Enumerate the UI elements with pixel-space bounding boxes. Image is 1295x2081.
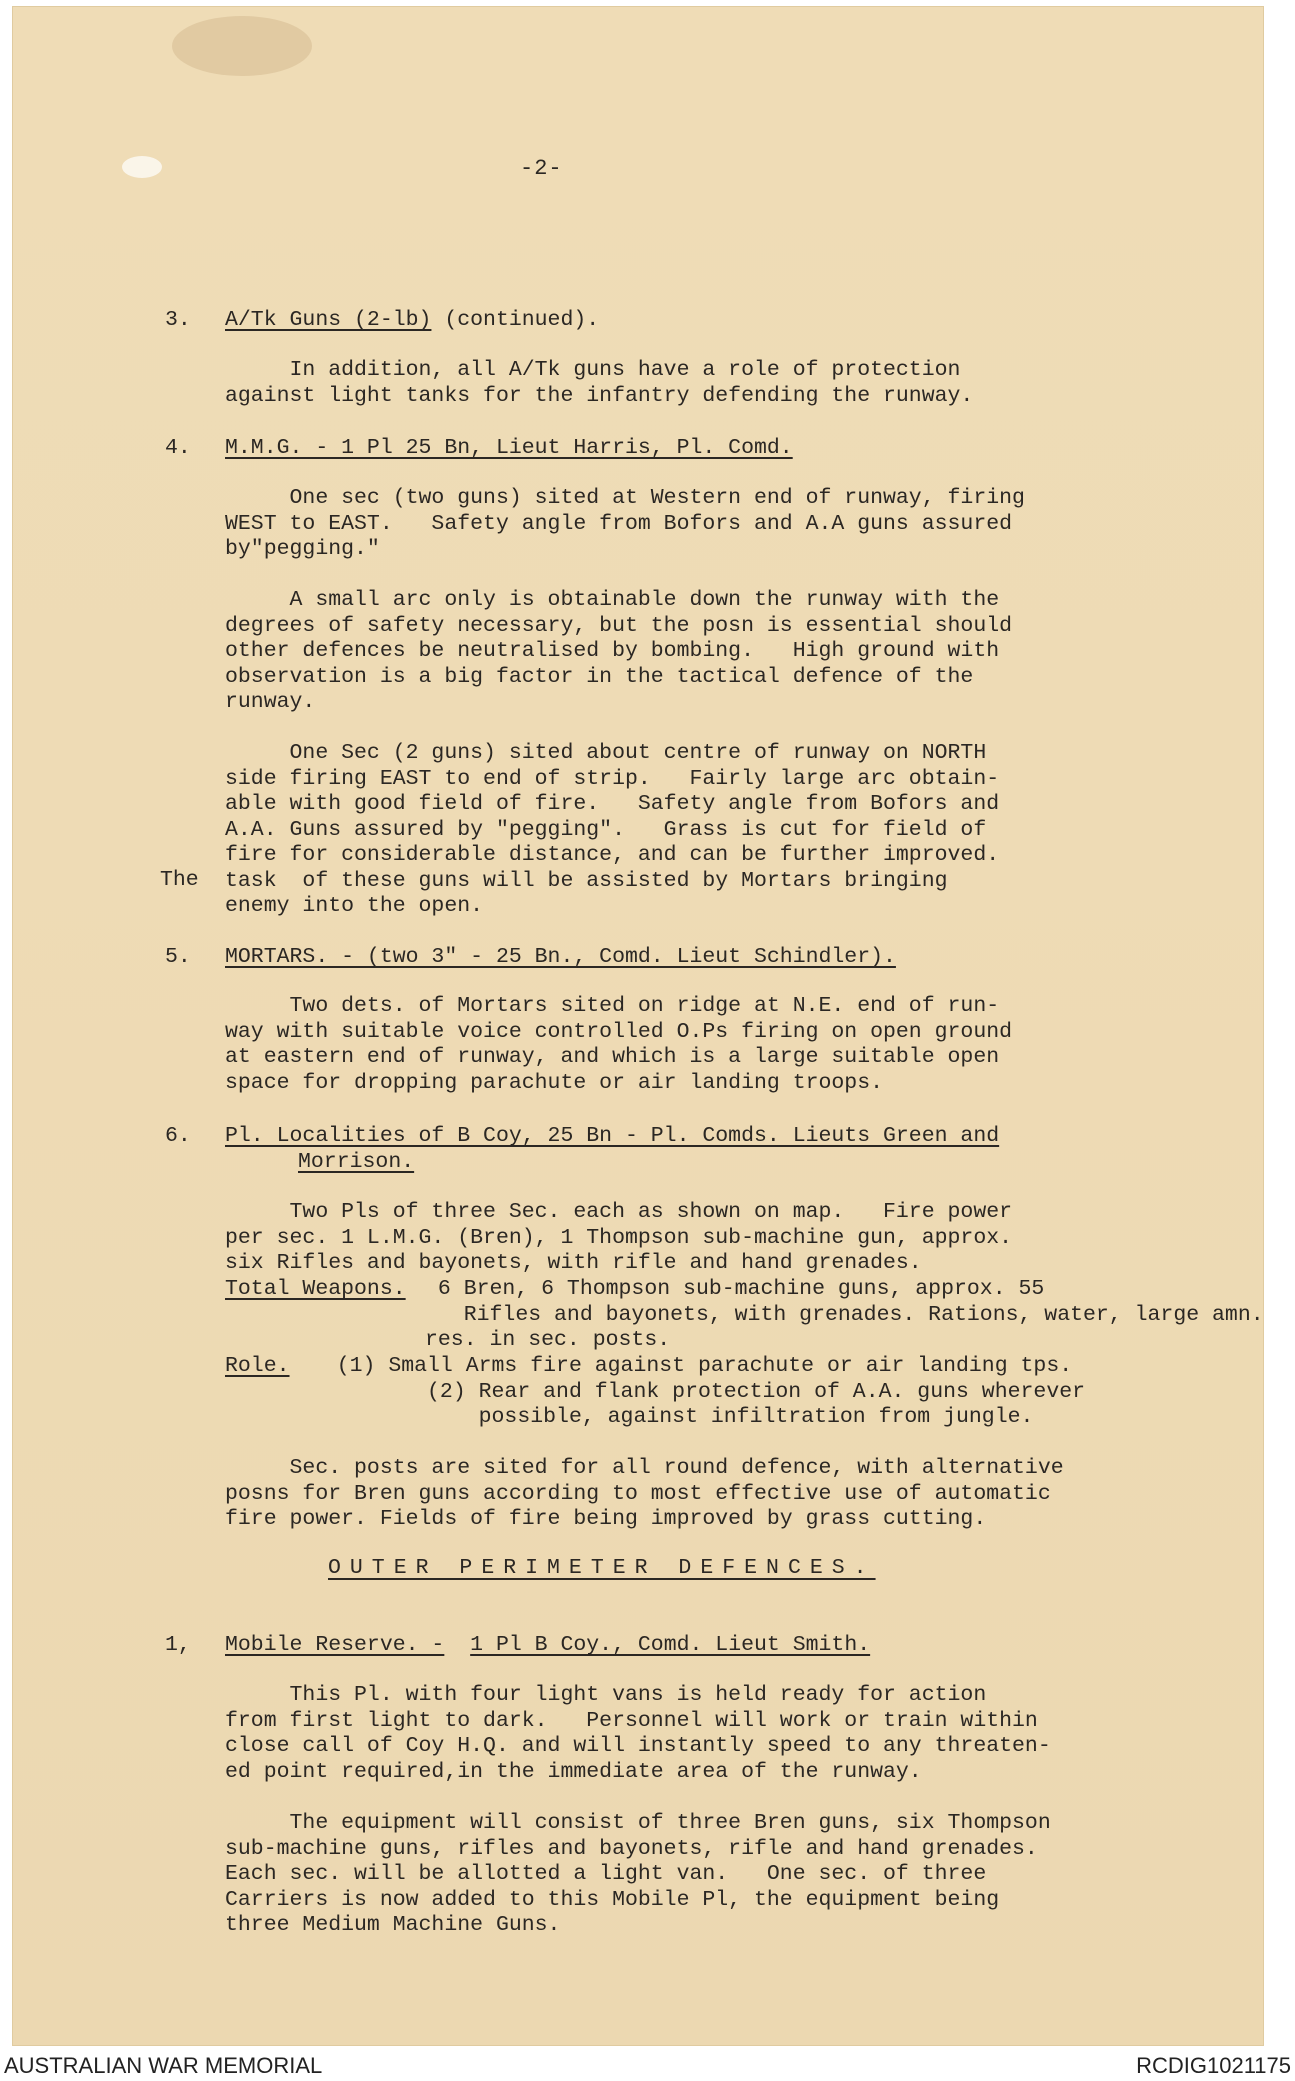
paragraph: Two dets. of Mortars sited on ridge at N.E. end of run- way with suitable voice controlled O.Ps firing on open ground at eastern end of runway, and which is a large suitable open space for dropping parachute or air landing troops. xyxy=(225,994,1013,1095)
section-number: 4. xyxy=(165,436,191,460)
paragraph: The equipment will consist of three Bren guns, six Thompson sub-machine guns, rifles and bayonets, rifle and hand grenades. Each sec. will be allotted a light van. One sec. of three Carriers is now added to this Mobile Pl, the equipment being three Medium Machine Guns. xyxy=(225,1811,1051,1937)
paragraph: This Pl. with four light vans is held ready for action from first light to dark. Personnel will work or train within close call of Coy H.Q. and will instantly speed to any threaten- ed point required,in the immediate area of the runway. xyxy=(225,1683,1051,1784)
section-number: 5. xyxy=(165,945,191,969)
total-weapons-label: Total Weapons. xyxy=(225,1277,406,1301)
outer-perimeter-heading: OUTER PERIMETER DEFENCES. xyxy=(328,1556,876,1580)
section-heading: A/Tk Guns (2-lb) (continued). xyxy=(225,308,600,332)
section-number: 3. xyxy=(165,308,191,332)
paragraph: Sec. posts are sited for all round defence, with alternative posns for Bren guns according to most effective use of automatic fire power. Fields of fire being improved by grass cutting. xyxy=(225,1456,1064,1531)
section-number: 1, xyxy=(165,1633,191,1657)
paragraph: One sec (two guns) sited at Western end of runway, firing WEST to EAST. Safety angle from Bofors and A.A guns assured by"pegging." xyxy=(225,486,1025,561)
section-heading-continued: Morrison. xyxy=(298,1150,415,1174)
role-list: (1) Small Arms fire against parachute or air landing tps. (2) Rear and flank protection of A.A. guns wherever possible, against infiltration from jungle. xyxy=(336,1354,1086,1429)
section-heading: Pl. Localities of B Coy, 25 Bn - Pl. Comds. Lieuts Green and xyxy=(225,1124,1000,1148)
section-heading: MORTARS. - (two 3" - 25 Bn., Comd. Lieut Schindler). xyxy=(225,945,896,969)
paragraph: Two Pls of three Sec. each as shown on map. Fire power per sec. 1 L.M.G. (Bren), 1 Thompson sub-machine gun, approx. six Rifles and bayonets, with rifle and hand grenades. xyxy=(225,1200,1013,1275)
archive-footer xyxy=(0,2048,1295,2081)
stain-mark xyxy=(172,16,312,76)
paragraph: A small arc only is obtainable down the runway with the degrees of safety necessary, but the posn is essential should other defences be neutralised by bombing. High ground with observation is a big factor in the tactical defence of the runway. xyxy=(225,588,1013,714)
section-heading: M.M.G. - 1 Pl 25 Bn, Lieut Harris, Pl. Comd. xyxy=(225,436,793,460)
stain-mark xyxy=(122,156,162,178)
page-number: -2- xyxy=(520,156,563,181)
footer-id: RCDIG1021175 xyxy=(1136,2053,1291,2078)
footer-source: AUSTRALIAN WAR MEMORIAL xyxy=(4,2053,323,2078)
paragraph: 6 Bren, 6 Thompson sub-machine guns, approx. 55 Rifles and bayonets, with grenades. Rations, water, large amn. res. in sec. posts. xyxy=(425,1277,1264,1352)
section-number: 6. xyxy=(165,1124,191,1148)
paragraph: In addition, all A/Tk guns have a role of protection against light tanks for the infantry defending the runway. xyxy=(225,358,974,408)
paragraph: One Sec (2 guns) sited about centre of runway on NORTH side firing EAST to end of strip. Fairly large arc obtain- able with good field of fire. Safety angle from Bofors and A.A. Guns assured by "pegging". Grass is cut for field of fire for considerable distance, and can be further improved. task of these guns will be assisted by Mortars bringing enemy into the open. xyxy=(225,741,1000,918)
section-heading: Mobile Reserve. - 1 Pl B Coy., Comd. Lieut Smith. xyxy=(225,1633,871,1657)
margin-note: The xyxy=(160,868,199,892)
role-label: Role. xyxy=(225,1354,290,1378)
